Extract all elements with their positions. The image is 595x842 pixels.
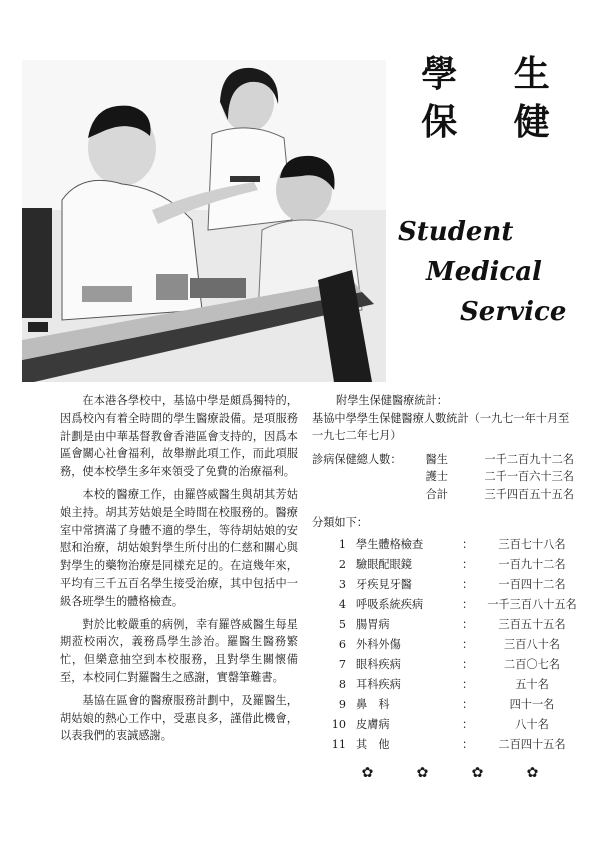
category-count: 一百九十二名	[498, 558, 566, 572]
category-colon: ：	[462, 558, 474, 572]
category-colon: ：	[462, 698, 474, 712]
statistics-heading: 附學生保健醫療統計：	[336, 394, 448, 407]
flower-ornament-icon: ✿	[526, 765, 539, 782]
totals-role: 合計	[425, 487, 448, 501]
category-count: 二百四十五名	[498, 738, 566, 752]
totals-count: 三千四百五十五名	[484, 487, 574, 501]
category-count: 三百五十五名	[498, 618, 566, 632]
category-name: 學生體格檢查	[356, 538, 424, 552]
english-title-line: Medical	[426, 257, 542, 287]
category-row	[312, 555, 580, 575]
category-count: 三百七十八名	[498, 538, 566, 552]
totals-count: 二千一百六十三名	[484, 470, 574, 484]
category-colon: ：	[462, 678, 474, 692]
category-number: 5	[338, 618, 346, 632]
totals-role: 醫生	[425, 452, 448, 466]
category-name: 腸胃病	[356, 618, 390, 632]
title-char: 健	[513, 101, 550, 143]
category-colon: ：	[462, 718, 474, 732]
category-number: 4	[338, 598, 346, 612]
category-name: 驗眼配眼鏡	[356, 558, 412, 572]
category-count: 一千三百八十五名	[487, 598, 577, 612]
article-paragraph: 基協在區會的醫療服務計劃中，及羅醫生，胡姑娘的熱心工作中，受惠良多，謹借此機會，以表我們的衷誠感謝。	[60, 693, 298, 743]
category-count: 八十名	[515, 718, 549, 732]
totals-role: 護士	[425, 470, 448, 484]
category-name: 呼吸系統疾病	[356, 598, 424, 612]
english-title-line: Student	[398, 217, 514, 247]
category-number: 6	[338, 638, 346, 652]
title-char: 生	[513, 53, 550, 95]
category-name: 皮膚病	[356, 718, 390, 732]
category-row	[312, 655, 580, 675]
category-row	[312, 715, 580, 735]
category-row	[312, 575, 580, 595]
category-name: 其 他	[356, 738, 390, 752]
category-number: 8	[338, 678, 346, 692]
category-name: 耳科疾病	[356, 678, 401, 692]
category-count: 一百四十二名	[498, 578, 566, 592]
category-name: 眼科疾病	[356, 658, 401, 672]
category-colon: ：	[462, 538, 474, 552]
category-name: 鼻 科	[356, 698, 390, 712]
category-number: 7	[338, 658, 346, 672]
flower-ornament-icon: ✿	[361, 765, 374, 782]
category-number: 9	[338, 698, 346, 712]
category-colon: ：	[462, 578, 474, 592]
totals-count: 一千二百九十二名	[484, 452, 574, 466]
category-number: 1	[338, 538, 346, 552]
category-name: 牙疾見牙醫	[356, 578, 412, 592]
category-row	[312, 735, 580, 755]
flower-ornament-icon: ✿	[416, 765, 429, 782]
category-row	[312, 595, 580, 615]
chinese-title	[398, 52, 573, 144]
totals-table	[312, 451, 580, 504]
clinic-photo-drawing	[22, 60, 386, 382]
article-paragraph: 在本港各學校中，基協中學是頗爲獨特的，因爲校內有着全時間的學生醫療設備。是項服務計劃是由中華基督教會香港區會支持的，因爲本區會關心社會福利，故舉辦此項工作，而此項服務，使本校學生多年來領受了免費的治療福利。	[60, 394, 298, 479]
english-title-line: Service	[460, 297, 567, 327]
category-row	[312, 695, 580, 715]
category-colon: ：	[462, 738, 474, 752]
category-list	[312, 535, 580, 755]
category-row	[312, 675, 580, 695]
totals-row	[312, 486, 580, 504]
category-row	[312, 615, 580, 635]
totals-label: 診病保健總人數：	[312, 452, 402, 466]
category-number: 10	[331, 718, 346, 732]
category-row	[312, 535, 580, 555]
article-paragraph: 本校的醫療工作，由羅啓威醫生與胡其芳姑娘主持。胡其芳姑娘是全時間在校服務的。醫療室中常擠滿了身體不適的學生，等待胡姑娘的安慰和治療，胡姑娘對學生所付出的仁慈和關心與對學生的藥物治療是同樣充足的。在這幾年來，平均有三千五百名學生接受治療，其中包括中一級各班學生的體格檢查。	[60, 487, 298, 608]
category-colon: ：	[462, 658, 474, 672]
category-number: 2	[338, 558, 346, 572]
category-count: 二百〇七名	[504, 658, 560, 672]
category-number: 11	[331, 738, 346, 752]
category-count: 五十名	[515, 678, 549, 692]
english-title	[398, 212, 583, 332]
article-body	[60, 392, 298, 750]
category-count: 三百八十名	[504, 638, 560, 652]
category-colon: ：	[462, 638, 474, 652]
title-char: 學	[421, 53, 458, 95]
category-name: 外科外傷	[356, 638, 401, 652]
article-paragraph: 對於比較嚴重的病例，幸有羅啓威醫生每星期蒞校兩次，義務爲學生診治。羅醫生醫務繁忙，但樂意抽空到本校服務，且對學生關懷備至，本校同仁對羅醫生之感謝，實罄筆難書。	[60, 617, 298, 684]
flower-ornament-icon: ✿	[471, 765, 484, 782]
classify-label: 分類如下：	[312, 515, 368, 529]
category-count: 四十一名	[509, 698, 555, 712]
category-colon: ：	[462, 598, 474, 612]
totals-row	[312, 451, 580, 469]
totals-row	[312, 468, 580, 486]
title-char: 保	[421, 101, 458, 143]
category-row	[312, 635, 580, 655]
category-colon: ：	[462, 618, 474, 632]
category-number: 3	[338, 578, 346, 592]
statistics-subtitle: 基協中學學生保健醫療人數統計（一九七一年十月至一九七二年七月）	[312, 411, 570, 443]
clinic-photo	[22, 60, 386, 382]
ornament-row	[312, 765, 580, 783]
statistics-section	[312, 392, 580, 783]
